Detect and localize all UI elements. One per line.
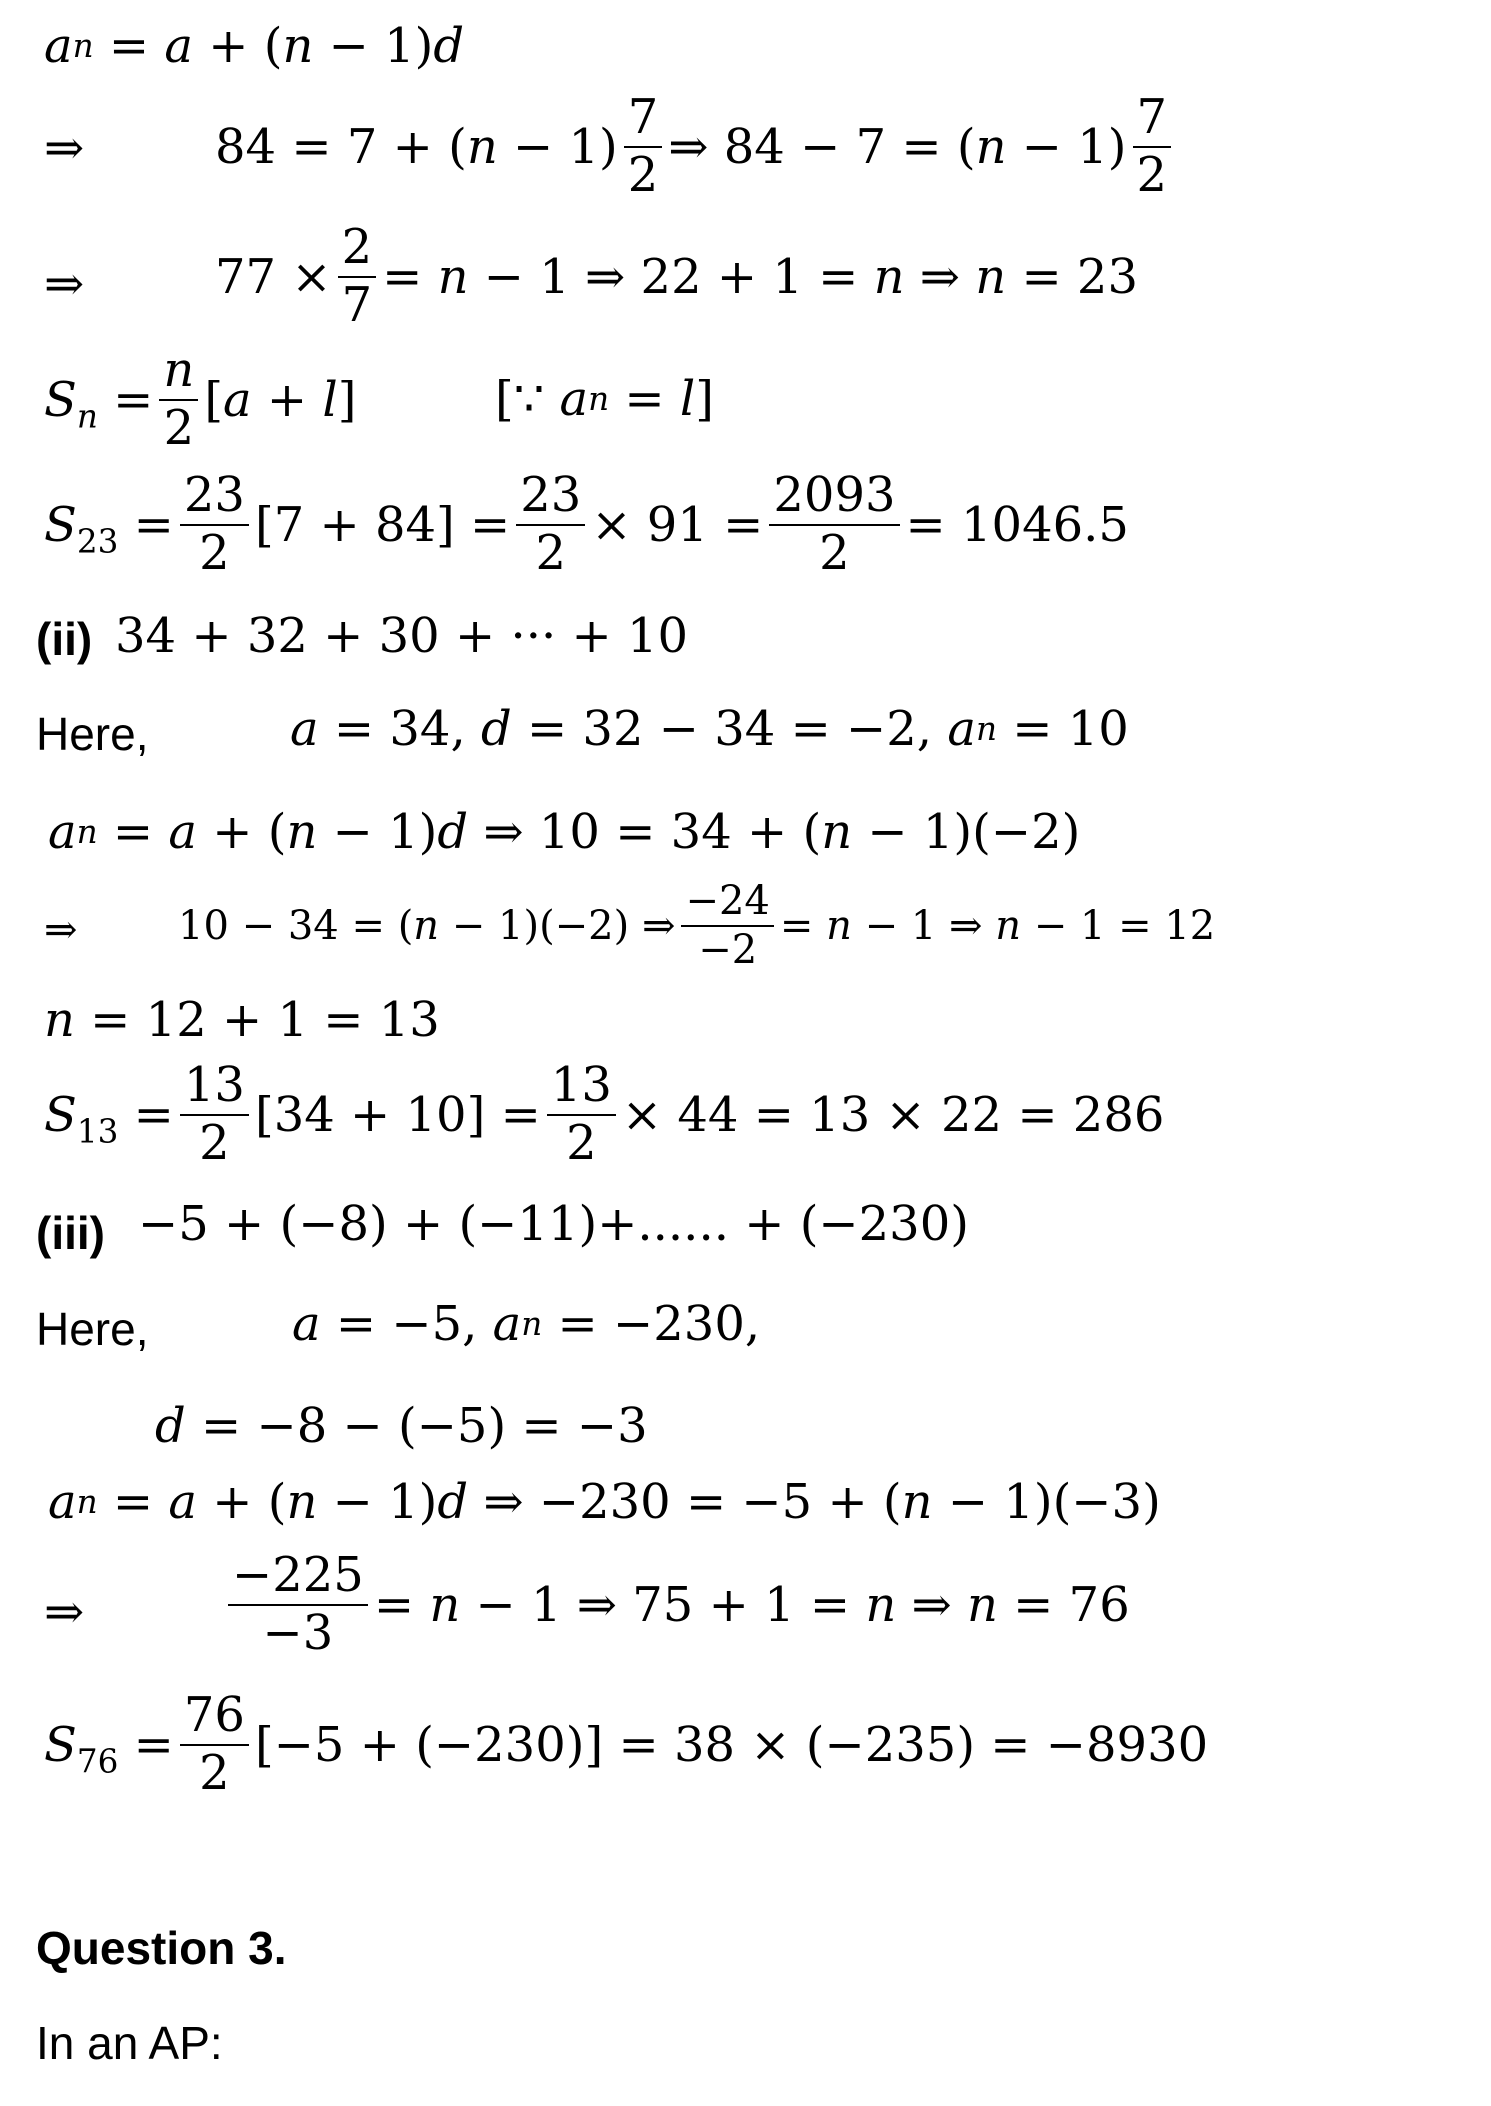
equation-text: d = −8 − (−5) = −3 bbox=[155, 1398, 648, 1454]
fraction-denominator: 2 bbox=[199, 1114, 230, 1171]
fraction bbox=[180, 467, 249, 581]
equation-line bbox=[0, 880, 1491, 990]
fraction-numerator: −225 bbox=[232, 1547, 364, 1603]
equation-expression bbox=[44, 1057, 1165, 1171]
fraction-denominator: 2 bbox=[163, 399, 195, 456]
equation-text: a n = a + ( n − 1) d ⇒ 10 = 34 + ( n − 1)(−2) bbox=[48, 804, 1081, 860]
fraction bbox=[516, 467, 585, 581]
equation-text: = 1046.5 bbox=[905, 496, 1129, 553]
fraction-numerator: 2093 bbox=[773, 467, 896, 523]
fraction-denominator: 2 bbox=[566, 1114, 597, 1171]
equation-expression bbox=[215, 89, 1177, 203]
fraction-numerator: n bbox=[163, 342, 195, 398]
fraction-numerator: 7 bbox=[627, 89, 659, 145]
fraction-denominator: 2 bbox=[535, 524, 567, 581]
equation-expression bbox=[44, 467, 1129, 581]
equation-text: a n = a + ( n − 1) d bbox=[44, 18, 465, 74]
fraction-numerator: 7 bbox=[1136, 89, 1168, 145]
equation-text: n = 12 + 1 = 13 bbox=[44, 992, 440, 1048]
fraction-denominator: 7 bbox=[341, 276, 373, 333]
part-ii-heading bbox=[0, 608, 1491, 668]
sum-formula-line bbox=[0, 342, 1491, 465]
equation-lhs: $S_{13}$ = bbox=[44, 1086, 174, 1151]
equation-expression bbox=[215, 219, 1138, 333]
equation-line bbox=[0, 804, 1491, 864]
question-heading: Question 3. bbox=[36, 1922, 287, 1974]
fraction bbox=[180, 1687, 249, 1801]
formula-nth-term bbox=[0, 18, 1491, 74]
equation-lhs: $S_{23}$ = bbox=[44, 496, 174, 561]
implies-arrow: ⇒ bbox=[44, 1584, 85, 1640]
fraction bbox=[681, 880, 773, 972]
equation-line bbox=[0, 1547, 1491, 1675]
fraction-numerator: 13 bbox=[550, 1057, 612, 1113]
fraction-denominator: −2 bbox=[698, 927, 758, 974]
fraction-numerator: 13 bbox=[183, 1057, 245, 1113]
because-note: [∵ a n = l ] bbox=[495, 371, 714, 427]
fraction-denominator: −3 bbox=[262, 1604, 334, 1661]
equation-lhs: $S_{76}$ = bbox=[44, 1716, 174, 1781]
fraction-denominator: 2 bbox=[199, 524, 230, 581]
equation-text: = n − 1 ⇒ n − 1 = 12 bbox=[779, 903, 1216, 950]
equation-text: 84 = 7 + (n − 1) bbox=[215, 118, 618, 175]
part-label: (ii) bbox=[36, 613, 93, 665]
question-text-line bbox=[0, 2017, 1491, 2076]
fraction bbox=[547, 1057, 616, 1171]
equation-text: a n = a + ( n − 1) d ⇒ −230 = −5 + ( n − 1)(−3) bbox=[48, 1474, 1161, 1530]
fraction-numerator: 23 bbox=[520, 467, 582, 523]
fraction bbox=[769, 467, 899, 581]
given-values-line bbox=[0, 1296, 1491, 1356]
fraction-denominator: 2 bbox=[199, 1744, 230, 1801]
question-text: In an AP: bbox=[36, 2017, 223, 2069]
equation-text: ⇒ 84 − 7 = (n − 1) bbox=[668, 118, 1127, 175]
equation-text: [7 + 84] = bbox=[254, 496, 511, 553]
equation-text: = n − 1 ⇒ 75 + 1 = n ⇒ n = 76 bbox=[373, 1576, 1130, 1633]
equation-lhs: $S_n$ = bbox=[44, 371, 154, 436]
equation-expression bbox=[44, 1687, 1209, 1801]
fraction-denominator: 2 bbox=[627, 146, 659, 203]
given-values: a = −5, a n = −230, bbox=[292, 1296, 761, 1352]
fraction bbox=[338, 219, 377, 333]
equation-expression bbox=[222, 1547, 1130, 1661]
series-expression: 34 + 32 + 30 + ··· + 10 bbox=[115, 608, 689, 664]
sum-result-line bbox=[0, 467, 1491, 595]
implies-arrow: ⇒ bbox=[44, 256, 85, 312]
here-label: Here, bbox=[36, 1303, 149, 1355]
fraction-numerator: −24 bbox=[685, 878, 770, 924]
equation-text: = n − 1 ⇒ 22 + 1 = n ⇒ n = 23 bbox=[382, 248, 1138, 305]
part-iii-heading bbox=[0, 1196, 1491, 1260]
fraction bbox=[159, 342, 198, 456]
given-values: a = 34, d = 32 − 34 = −2, a n = 10 bbox=[290, 701, 1129, 757]
fraction-numerator: 23 bbox=[183, 467, 245, 523]
equation-text: × 91 = bbox=[591, 496, 764, 553]
fraction bbox=[1133, 89, 1172, 203]
fraction bbox=[624, 89, 663, 203]
fraction bbox=[180, 1057, 249, 1171]
given-values-line bbox=[0, 701, 1491, 761]
equation-text: [a + l] bbox=[204, 371, 357, 428]
here-label: Here, bbox=[36, 708, 149, 760]
equation-line bbox=[0, 992, 1491, 1052]
fraction-numerator: 76 bbox=[183, 1687, 245, 1743]
sum-result-line bbox=[0, 1687, 1491, 1815]
equation-line bbox=[0, 89, 1491, 212]
equation-line bbox=[0, 1474, 1491, 1534]
question-heading-line bbox=[0, 1922, 1491, 1985]
fraction-denominator: 2 bbox=[819, 524, 850, 581]
equation-expression bbox=[178, 880, 1215, 972]
fraction-numerator: 2 bbox=[341, 219, 373, 275]
series-expression: −5 + (−8) + (−11)+...... + (−230) bbox=[138, 1196, 969, 1252]
equation-text: × 44 = 13 × 22 = 286 bbox=[621, 1086, 1165, 1143]
part-label: (iii) bbox=[36, 1207, 105, 1259]
equation-text: 77 × bbox=[215, 248, 332, 305]
implies-arrow: ⇒ bbox=[44, 907, 78, 953]
common-difference-line bbox=[0, 1398, 1491, 1458]
implies-arrow: ⇒ bbox=[44, 120, 85, 176]
equation-expression bbox=[44, 342, 357, 456]
equation-line bbox=[0, 219, 1491, 342]
equation-text: 10 − 34 = (n − 1)(−2) ⇒ bbox=[178, 903, 676, 950]
sum-result-line bbox=[0, 1057, 1491, 1185]
fraction bbox=[228, 1547, 368, 1661]
equation-text: [34 + 10] = bbox=[254, 1086, 541, 1143]
equation-text: [−5 + (−230)] = 38 × (−235) = −8930 bbox=[254, 1716, 1209, 1773]
fraction-denominator: 2 bbox=[1136, 146, 1168, 203]
